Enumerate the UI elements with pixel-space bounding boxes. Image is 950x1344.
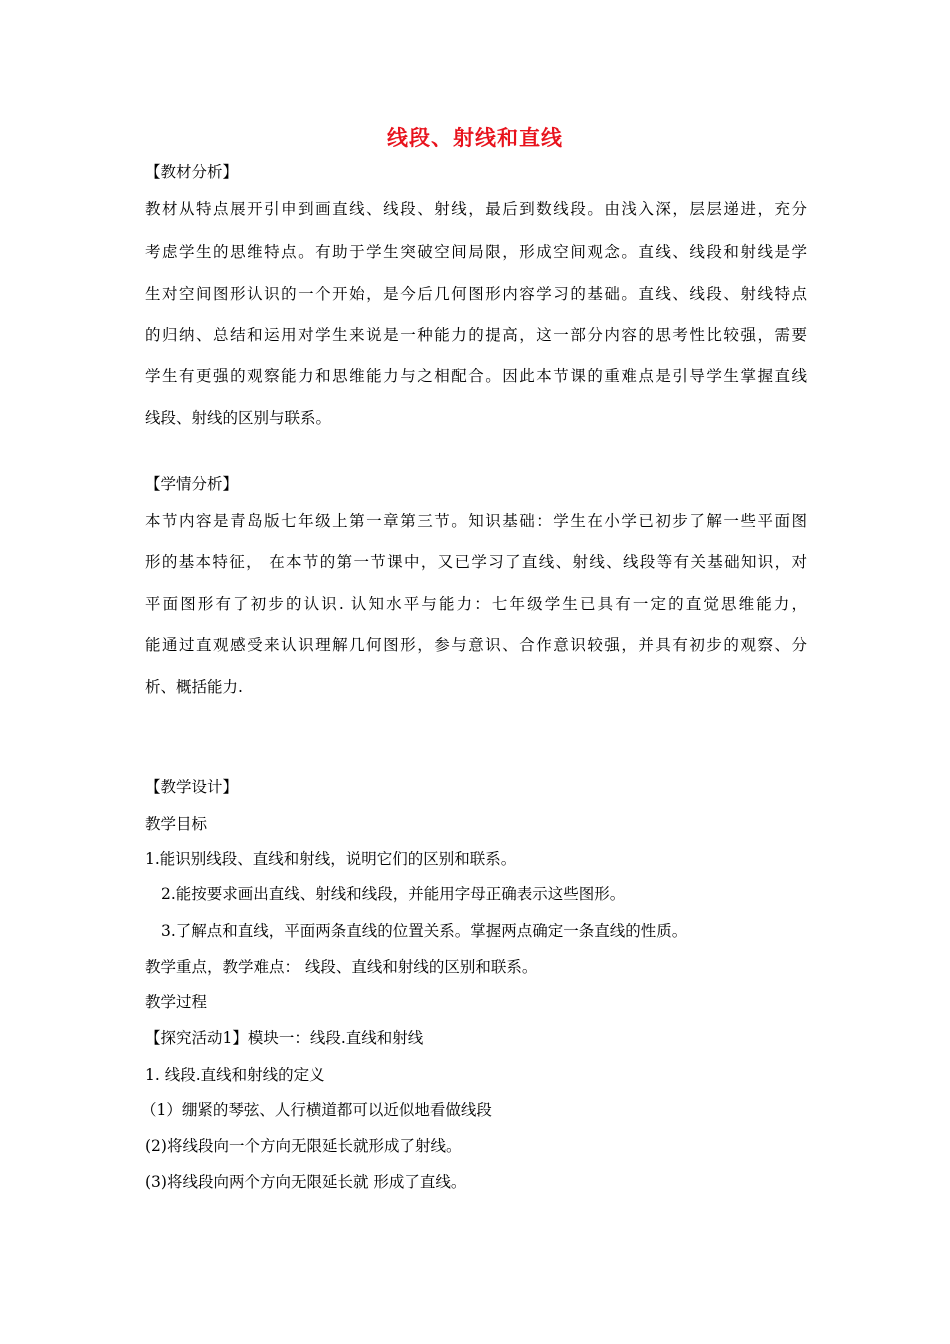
- paragraph-line: 能通过直观感受来认识理解几何图形，参与意识、合作意识较强，并具有初步的观察、分: [145, 636, 807, 654]
- sub-list-item: (3)将线段向两个方向无限延长就 形成了直线。: [145, 1173, 467, 1191]
- goal-item: 1.能识别线段、直线和射线，说明它们的区别和联系。: [145, 850, 517, 868]
- paragraph-line: 生对空间图形认识的一个开始，是今后几何图形内容学习的基础。直线、线段、射线特点: [145, 285, 807, 303]
- process-title: 教学过程: [145, 993, 208, 1011]
- paragraph-line: 的归纳、总结和运用对学生来说是一种能力的提高，这一部分内容的思考性比较强，需要: [145, 326, 807, 344]
- paragraph-line: 学生有更强的观察能力和思维能力与之相配合。因此本节课的重难点是引导学生掌握直线: [145, 367, 807, 385]
- section-heading-student-analysis: 【学情分析】: [145, 475, 239, 493]
- list-item: 1. 线段.直线和射线的定义: [145, 1066, 325, 1084]
- section-heading-teaching-design: 【教学设计】: [145, 778, 239, 796]
- paragraph-line: 析、概括能力.: [145, 678, 243, 696]
- paragraph-line: 平面图形有了初步的认识. 认知水平与能力：七年级学生已具有一定的直觉思维能力，: [145, 595, 807, 613]
- key-points: 教学重点，教学难点： 线段、直线和射线的区别和联系。: [145, 958, 538, 976]
- section-heading-textbook-analysis: 【教材分析】: [145, 163, 239, 181]
- goal-title: 教学目标: [145, 815, 208, 833]
- sub-list-item: (2)将线段向一个方向无限延长就形成了射线。: [145, 1137, 462, 1155]
- paragraph-line: 形的基本特征， 在本节的第一节课中，又已学习了直线、射线、线段等有关基础知识，对: [145, 553, 807, 571]
- paragraph-line: 本节内容是青岛版七年级上第一章第三节。知识基础：学生在小学已初步了解一些平面图: [145, 512, 807, 530]
- goal-item: 3.了解点和直线，平面两条直线的位置关系。掌握两点确定一条直线的性质。: [161, 922, 688, 940]
- document-title: 线段、射线和直线: [387, 125, 563, 150]
- sub-list-item: （1）绷紧的琴弦、人行横道都可以近似地看做线段: [141, 1101, 492, 1119]
- paragraph-line: 教材从特点展开引申到画直线、线段、射线，最后到数线段。由浅入深，层层递进，充分: [145, 200, 807, 218]
- goal-item: 2.能按要求画出直线、射线和线段，并能用字母正确表示这些图形。: [161, 885, 626, 903]
- paragraph-line: 考虑学生的思维特点。有助于学生突破空间局限，形成空间观念。直线、线段和射线是学: [145, 243, 807, 261]
- activity-heading: 【探究活动1】模块一：线段.直线和射线: [145, 1029, 424, 1047]
- paragraph-line: 线段、射线的区别与联系。: [145, 409, 332, 427]
